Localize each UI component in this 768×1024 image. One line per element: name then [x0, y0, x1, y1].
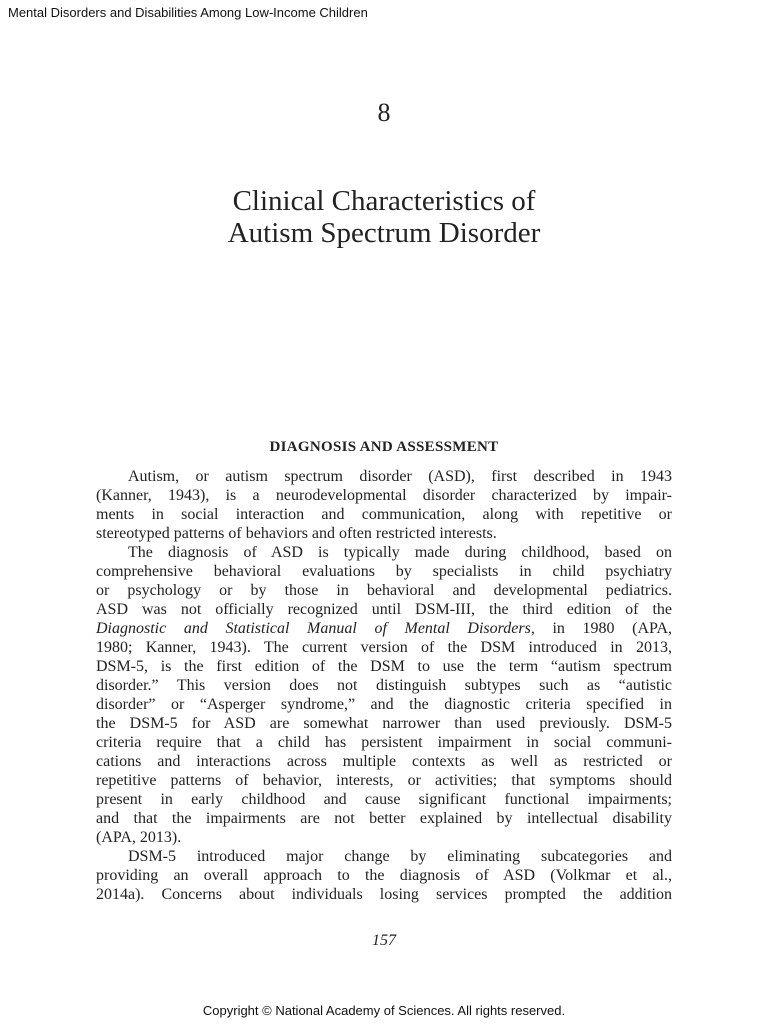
manual-line-rest: , in 1980 (APA,: [530, 620, 673, 637]
running-header: Mental Disorders and Disabilities Among Low-Income Children: [8, 5, 368, 20]
paragraph-line: stereotyped patterns of behaviors and often restricted interests.: [96, 525, 497, 542]
paragraph-line: present in early childhood and cause significant functional impairments;: [96, 791, 672, 808]
chapter-title: [0, 185, 768, 249]
paragraph-line: ASD was not officially recognized until DSM-III, the third edition of the: [96, 601, 672, 618]
paragraph-line: comprehensive behavioral evaluations by specialists in child psychiatry: [96, 563, 672, 580]
chapter-title-line: Autism Spectrum Disorder: [227, 217, 541, 249]
paragraph-line: 2014a). Concerns about individuals losing services prompted the addition: [96, 886, 672, 903]
paragraph-line: and that the impairments are not better explained by intellectual disability: [96, 810, 672, 827]
paragraph-line: repetitive patterns of behavior, interests, or activities; that symptoms should: [96, 772, 672, 789]
chapter-number: 8: [377, 98, 391, 127]
copyright-footer: Copyright © National Academy of Sciences. All rights reserved.: [202, 1003, 566, 1018]
paragraph-line: providing an overall approach to the diagnosis of ASD (Volkmar et al.,: [96, 867, 672, 884]
paragraph-line: cations and interactions across multiple contexts as well as restricted or: [96, 753, 672, 770]
paragraph-line: or psychology or by those in behavioral and developmental pediatrics.: [96, 582, 672, 599]
paragraph-line: 1980; Kanner, 1943). The current version of the DSM introduced in 2013,: [96, 639, 672, 656]
paragraph-line: disorder.” This version does not distinguish subtypes such as “autistic: [96, 677, 672, 694]
paragraph-line: The diagnosis of ASD is typically made during childhood, based on: [128, 544, 672, 561]
paragraph-line: (Kanner, 1943), is a neurodevelopmental disorder characterized by impair-: [96, 487, 672, 504]
manual-title: Diagnostic and Statistical Manual of Mental Disorders: [96, 620, 531, 637]
page-number: 157: [372, 932, 396, 949]
paragraph-line: DSM-5 introduced major change by eliminating subcategories and: [128, 848, 672, 865]
paragraph-line: [96, 619, 672, 638]
body-text: [96, 467, 672, 904]
paragraph-line: (APA, 2013).: [96, 829, 182, 846]
paragraph-line: ments in social interaction and communication, along with repetitive or: [96, 506, 672, 523]
paragraph-line: disorder” or “Asperger syndrome,” and the diagnostic criteria specified in: [96, 696, 672, 713]
paragraph-line: the DSM-5 for ASD are somewhat narrower than used previously. DSM-5: [96, 715, 672, 732]
paragraph-line: DSM-5, is the first edition of the DSM to use the term “autism spectrum: [96, 658, 672, 675]
paragraph-line: Autism, or autism spectrum disorder (ASD), first described in 1943: [128, 468, 672, 485]
chapter-title-line: Clinical Characteristics of: [232, 185, 536, 217]
paragraph-line: criteria require that a child has persistent impairment in social communi-: [96, 734, 672, 751]
section-heading: DIAGNOSIS AND ASSESSMENT: [269, 439, 499, 455]
